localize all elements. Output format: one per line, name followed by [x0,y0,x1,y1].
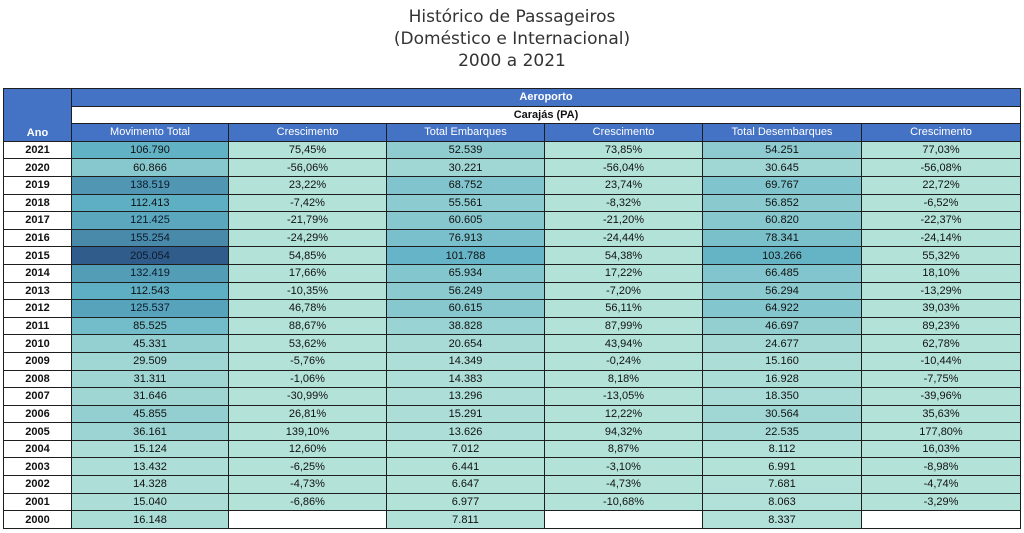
growth-cell: 17,22% [545,264,703,282]
volume-cell: 7.811 [387,511,545,529]
table-row [4,405,1021,423]
volume-cell: 36.161 [72,423,229,441]
volume-cell: 22.535 [703,423,862,441]
volume-cell: 55.561 [387,194,545,212]
table-row [4,212,1021,230]
volume-cell: 69.767 [703,176,862,194]
chart-title [0,6,1024,72]
volume-cell: 30.564 [703,405,862,423]
growth-cell: -21,79% [229,212,387,230]
growth-cell: 12,60% [229,440,387,458]
volume-cell: 60.820 [703,212,862,230]
volume-cell: 101.788 [387,247,545,265]
volume-cell: 6.441 [387,458,545,476]
year-cell: 2019 [4,176,72,194]
airport-header: Carajás (PA) [72,106,1021,124]
volume-cell: 78.341 [703,229,862,247]
volume-cell: 31.646 [72,388,229,406]
volume-cell: 60.615 [387,300,545,318]
growth-cell: 94,32% [545,423,703,441]
table-row [4,159,1021,177]
table-row [4,352,1021,370]
growth-cell: -4,73% [229,476,387,494]
growth-cell: -6,25% [229,458,387,476]
year-cell: 2001 [4,493,72,511]
volume-cell: 16.928 [703,370,862,388]
column-header: Movimento Total [72,124,229,142]
growth-cell [229,511,387,529]
row-header-ano: Ano [4,89,72,142]
volume-cell: 54.251 [703,141,862,159]
table-row [4,335,1021,353]
growth-cell: -6,52% [862,194,1021,212]
title-line-1: Histórico de Passageiros [408,7,616,27]
growth-cell: -56,04% [545,159,703,177]
volume-cell: 20.654 [387,335,545,353]
volume-cell: 8.337 [703,511,862,529]
growth-cell: 55,32% [862,247,1021,265]
growth-cell: 56,11% [545,300,703,318]
growth-cell: -7,42% [229,194,387,212]
volume-cell: 18.350 [703,388,862,406]
growth-cell: 46,78% [229,300,387,318]
growth-cell: -24,44% [545,229,703,247]
volume-cell: 14.349 [387,352,545,370]
growth-cell: 16,03% [862,440,1021,458]
volume-cell: 52.539 [387,141,545,159]
volume-cell: 24.677 [703,335,862,353]
volume-cell: 13.626 [387,423,545,441]
volume-cell: 60.605 [387,212,545,230]
year-cell: 2017 [4,212,72,230]
year-cell: 2020 [4,159,72,177]
growth-cell: -13,29% [862,282,1021,300]
growth-cell: 54,85% [229,247,387,265]
volume-cell: 15.160 [703,352,862,370]
growth-cell: 77,03% [862,141,1021,159]
growth-cell: 8,18% [545,370,703,388]
volume-cell: 45.331 [72,335,229,353]
volume-cell: 30.221 [387,159,545,177]
growth-cell: -7,20% [545,282,703,300]
growth-cell: 177,80% [862,423,1021,441]
growth-cell: 12,22% [545,405,703,423]
growth-cell: -24,29% [229,229,387,247]
growth-cell: 17,66% [229,264,387,282]
volume-cell: 6.991 [703,458,862,476]
growth-cell: -10,68% [545,493,703,511]
column-header: Crescimento [545,124,703,142]
year-cell: 2021 [4,141,72,159]
volume-cell: 15.040 [72,493,229,511]
year-cell: 2015 [4,247,72,265]
group-header-aeroporto: Aeroporto [72,89,1021,107]
growth-cell: 139,10% [229,423,387,441]
volume-cell: 103.266 [703,247,862,265]
growth-cell: 18,10% [862,264,1021,282]
growth-cell: -3,29% [862,493,1021,511]
growth-cell: -13,05% [545,388,703,406]
year-cell: 2012 [4,300,72,318]
growth-cell: -39,96% [862,388,1021,406]
growth-cell: -21,20% [545,212,703,230]
volume-cell: 31.311 [72,370,229,388]
growth-cell: 39,03% [862,300,1021,318]
table-row [4,176,1021,194]
growth-cell: -4,74% [862,476,1021,494]
table-row [4,141,1021,159]
growth-cell: -8,32% [545,194,703,212]
year-cell: 2005 [4,423,72,441]
year-cell: 2011 [4,317,72,335]
growth-cell: 87,99% [545,317,703,335]
volume-cell: 68.752 [387,176,545,194]
volume-cell: 85.525 [72,317,229,335]
volume-cell: 13.296 [387,388,545,406]
growth-cell: -56,08% [862,159,1021,177]
table-row [4,264,1021,282]
table-row [4,370,1021,388]
volume-cell: 15.291 [387,405,545,423]
volume-cell: 112.413 [72,194,229,212]
volume-cell: 14.328 [72,476,229,494]
volume-cell: 6.977 [387,493,545,511]
volume-cell: 132.419 [72,264,229,282]
table-row [4,423,1021,441]
growth-cell: -7,75% [862,370,1021,388]
volume-cell: 8.112 [703,440,862,458]
volume-cell: 45.855 [72,405,229,423]
year-cell: 2004 [4,440,72,458]
growth-cell [862,511,1021,529]
table-row [4,511,1021,529]
growth-cell: -10,35% [229,282,387,300]
volume-cell: 60.866 [72,159,229,177]
growth-cell: 43,94% [545,335,703,353]
growth-cell: -5,76% [229,352,387,370]
volume-cell: 64.922 [703,300,862,318]
table-row [4,317,1021,335]
growth-cell: -22,37% [862,212,1021,230]
growth-cell: 53,62% [229,335,387,353]
growth-cell: -56,06% [229,159,387,177]
growth-cell: 23,22% [229,176,387,194]
volume-cell: 38.828 [387,317,545,335]
volume-cell: 15.124 [72,440,229,458]
year-cell: 2014 [4,264,72,282]
year-cell: 2009 [4,352,72,370]
year-cell: 2008 [4,370,72,388]
volume-cell: 65.934 [387,264,545,282]
growth-cell: 35,63% [862,405,1021,423]
table-row [4,458,1021,476]
year-cell: 2010 [4,335,72,353]
volume-cell: 205.054 [72,247,229,265]
growth-cell: -30,99% [229,388,387,406]
volume-cell: 7.012 [387,440,545,458]
growth-cell: 75,45% [229,141,387,159]
growth-cell: 73,85% [545,141,703,159]
growth-cell: -0,24% [545,352,703,370]
volume-cell: 112.543 [72,282,229,300]
volume-cell: 66.485 [703,264,862,282]
column-header: Total Desembarques [703,124,862,142]
volume-cell: 29.509 [72,352,229,370]
volume-cell: 76.913 [387,229,545,247]
volume-cell: 56.852 [703,194,862,212]
table-row [4,493,1021,511]
growth-cell: -10,44% [862,352,1021,370]
volume-cell: 13.432 [72,458,229,476]
growth-cell: 89,23% [862,317,1021,335]
column-header: Total Embarques [387,124,545,142]
growth-cell: -6,86% [229,493,387,511]
growth-cell: -1,06% [229,370,387,388]
volume-cell: 106.790 [72,141,229,159]
volume-cell: 16.148 [72,511,229,529]
table-row [4,388,1021,406]
year-cell: 2003 [4,458,72,476]
title-line-2: (Doméstico e Internacional) [393,29,631,49]
growth-cell: 54,38% [545,247,703,265]
year-cell: 2006 [4,405,72,423]
growth-cell: -24,14% [862,229,1021,247]
table-body [4,141,1021,528]
year-cell: 2016 [4,229,72,247]
growth-cell: 26,81% [229,405,387,423]
growth-cell: -8,98% [862,458,1021,476]
growth-cell: 88,67% [229,317,387,335]
table-row [4,229,1021,247]
year-cell: 2013 [4,282,72,300]
growth-cell: 23,74% [545,176,703,194]
volume-cell: 6.647 [387,476,545,494]
volume-cell: 30.645 [703,159,862,177]
table-row [4,476,1021,494]
volume-cell: 138.519 [72,176,229,194]
year-cell: 2000 [4,511,72,529]
table-row [4,300,1021,318]
growth-cell [545,511,703,529]
passenger-heat-table [3,88,1021,529]
volume-cell: 56.294 [703,282,862,300]
volume-cell: 121.425 [72,212,229,230]
growth-cell: 62,78% [862,335,1021,353]
year-cell: 2018 [4,194,72,212]
title-line-3: 2000 a 2021 [458,51,566,71]
table-row [4,440,1021,458]
growth-cell: 8,87% [545,440,703,458]
growth-cell: -3,10% [545,458,703,476]
table-row [4,194,1021,212]
volume-cell: 8.063 [703,493,862,511]
year-cell: 2002 [4,476,72,494]
table-row [4,282,1021,300]
growth-cell: 22,72% [862,176,1021,194]
volume-cell: 56.249 [387,282,545,300]
column-header: Crescimento [862,124,1021,142]
volume-cell: 14.383 [387,370,545,388]
volume-cell: 46.697 [703,317,862,335]
year-cell: 2007 [4,388,72,406]
column-header: Crescimento [229,124,387,142]
growth-cell: -4,73% [545,476,703,494]
volume-cell: 155.254 [72,229,229,247]
table-row [4,247,1021,265]
volume-cell: 7.681 [703,476,862,494]
volume-cell: 125.537 [72,300,229,318]
